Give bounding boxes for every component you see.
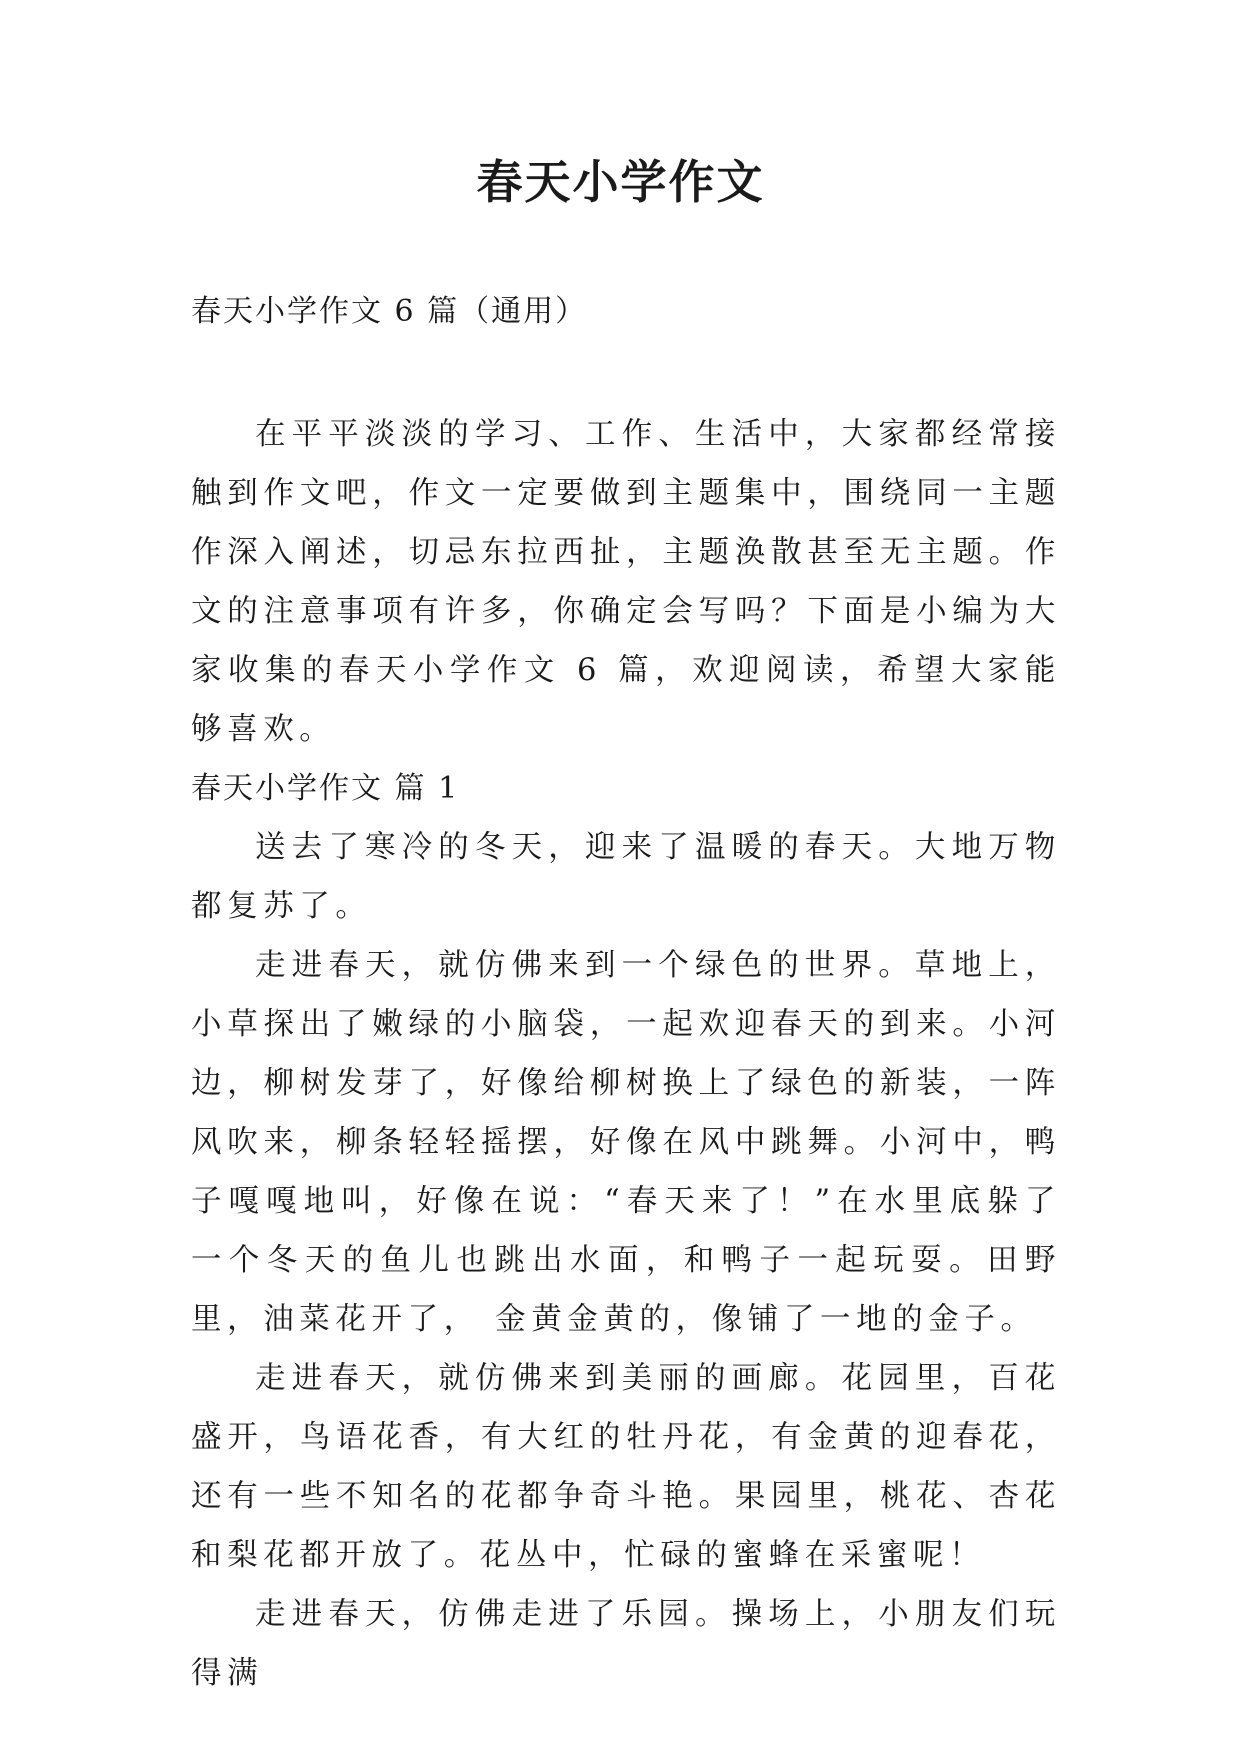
section-heading: 春天小学作文 篇 1: [191, 771, 460, 806]
body-paragraph: 走进春天，仿佛走进了乐园。操场上，小朋友们玩得满: [191, 1597, 1061, 1691]
document-title: 春天小学作文: [476, 155, 765, 209]
body-paragraph: 走进春天，就仿佛来到一个绿色的世界。草地上，小草探出了嫩绿的小脑袋，一起欢迎春天的到来。小河边，柳树发芽了，好像给柳树换上了绿色的新装，一阵风吹来，柳条轻轻摇摆，好像在风中跳舞。小河中，鸭子嘎嘎地叫，好像在说：“春天来了！”在水里底躲了一个冬天的鱼儿也跳出水面，和鸭子一起玩耍。田野里，油菜花开了， 金黄金黄的，像铺了一地的金子。: [191, 948, 1061, 1337]
body-paragraph: 送去了寒冷的冬天，迎来了温暖的春天。大地万物都复苏了。: [191, 830, 1061, 924]
intro-paragraph: 在平平淡淡的学习、工作、生活中，大家都经常接触到作文吧，作文一定要做到主题集中，围绕同一主题作深入阐述，切忌东拉西扯，主题涣散甚至无主题。作文的注意事项有许多，你确定会写吗？下面是小编为大家收集的春天小学作文 6 篇，欢迎阅读，希望大家能够喜欢。: [191, 417, 1061, 747]
body-paragraph: 走进春天，就仿佛来到美丽的画廊。花园里，百花盛开，鸟语花香，有大红的牡丹花，有金黄的迎春花，还有一些不知名的花都争奇斗艳。果园里，桃花、杏花和梨花都开放了。花丛中，忙碌的蜜蜂在采蜜呢！: [191, 1361, 1061, 1573]
document-body: [191, 405, 1061, 1703]
document-subtitle: 春天小学作文 6 篇（通用）: [191, 294, 588, 329]
